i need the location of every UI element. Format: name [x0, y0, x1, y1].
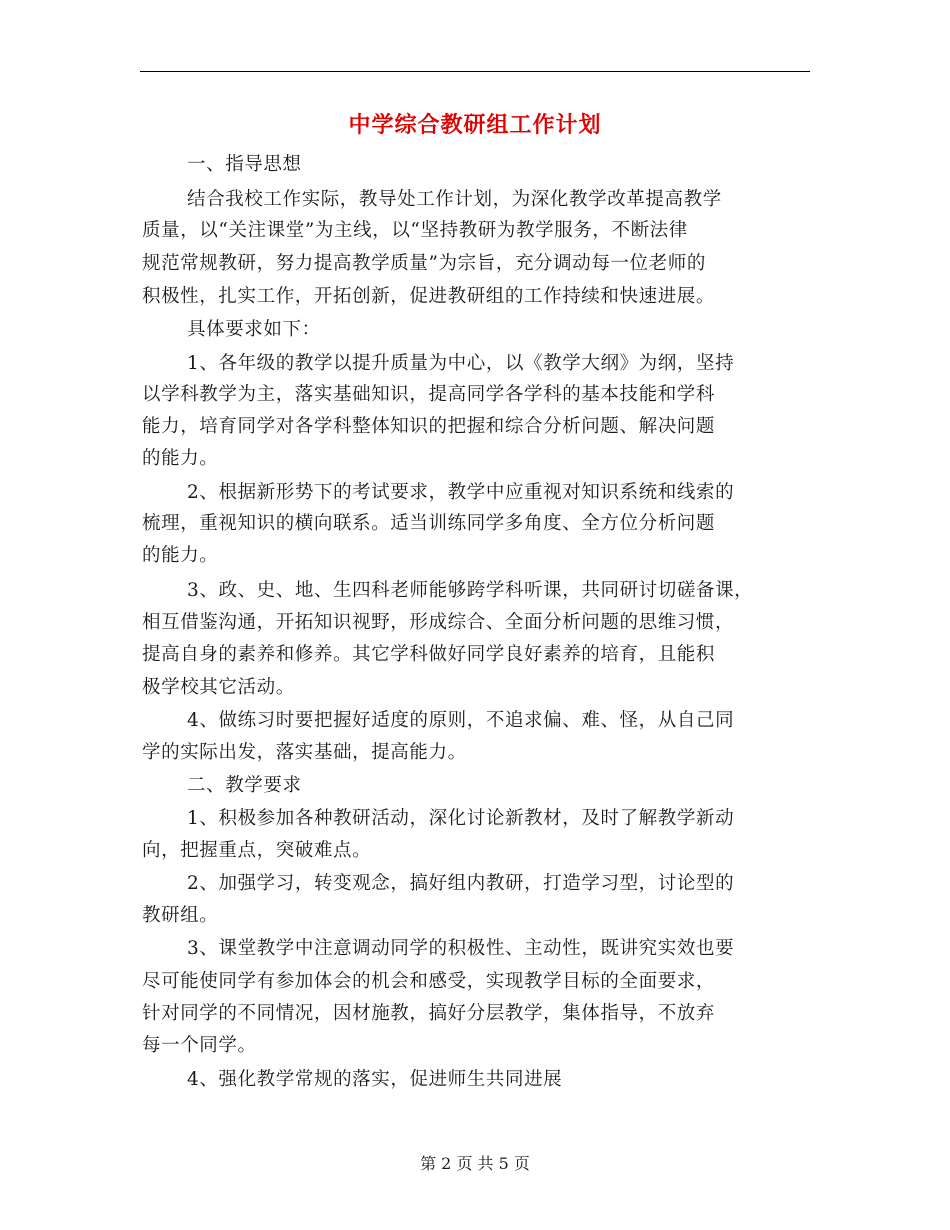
paragraph-line: 4、做练习时要把握好适度的原则，不追求偏、难、怪，从自己同	[187, 710, 735, 731]
paragraph-line: 结合我校工作实际，教导处工作计划，为深化教学改革提高教学	[187, 189, 722, 210]
paragraph-line: 极学校其它活动。	[142, 677, 295, 698]
section-heading: 二、教学要求	[187, 775, 302, 796]
paragraph-line: 以学科教学为主，落实基础知识，提高同学各学科的基本技能和学科	[142, 384, 716, 405]
paragraph-line: 教研组。	[142, 905, 219, 926]
paragraph-line: 尽可能使同学有参加体会的机会和感受，实现教学目标的全面要求，	[142, 971, 716, 992]
paragraph-line: 的能力。	[142, 545, 219, 566]
paragraph-line: 提高自身的素养和修养。其它学科做好同学良好素养的培育，且能积	[142, 644, 716, 665]
paragraph-line: 2、加强学习，转变观念，搞好组内教研，打造学习型，讨论型的	[187, 873, 735, 894]
section-heading: 一、指导思想	[187, 154, 302, 175]
document-title: 中学综合教研组工作计划	[348, 112, 602, 138]
paragraph-line: 1、积极参加各种教研活动，深化讨论新教材，及时了解教学新动	[187, 808, 735, 829]
page-indicator: 第 2 页 共 5 页	[420, 1154, 530, 1173]
paragraph-line: 2、根据新形势下的考试要求，教学中应重视对知识系统和线索的	[187, 482, 735, 503]
paragraph-line: 3、政、史、地、生四科老师能够跨学科听课，共同研讨切磋备课，	[187, 580, 754, 601]
paragraph-line: 向，把握重点，突破难点。	[142, 840, 372, 861]
paragraph-line: 规范常规教研，努力提高教学质量”为宗旨，充分调动每一位老师的	[142, 253, 706, 274]
header-rule	[140, 71, 810, 72]
paragraph-line: 梳理，重视知识的横向联系。适当训练同学多角度、全方位分析问题	[142, 513, 716, 534]
paragraph-line: 质量，以“关注课堂”为主线，以“坚持教研为教学服务，不断法律	[142, 220, 688, 241]
paragraph-line: 1、各年级的教学以提升质量为中心，以《教学大纲》为纲，坚持	[187, 353, 735, 374]
paragraph-line: 能力，培育同学对各学科整体知识的把握和综合分析问题、解决问题	[142, 416, 716, 437]
paragraph-line: 的能力。	[142, 448, 219, 469]
paragraph-line: 具体要求如下：	[187, 319, 321, 340]
paragraph-line: 每一个同学。	[142, 1035, 257, 1056]
paragraph-line: 相互借鉴沟通，开拓知识视野，形成综合、全面分析问题的思维习惯，	[142, 612, 735, 633]
paragraph-line: 3、课堂教学中注意调动同学的积极性、主动性，既讲究实效也要	[187, 938, 735, 959]
paragraph-line: 积极性，扎实工作，开拓创新，促进教研组的工作持续和快速进展。	[142, 286, 716, 307]
paragraph-line: 学的实际出发，落实基础，提高能力。	[142, 742, 467, 763]
paragraph-line: 针对同学的不同情况，因材施教，搞好分层教学，集体指导，不放弃	[142, 1003, 716, 1024]
paragraph-line: 4、强化教学常规的落实，促进师生共同进展	[187, 1069, 563, 1090]
